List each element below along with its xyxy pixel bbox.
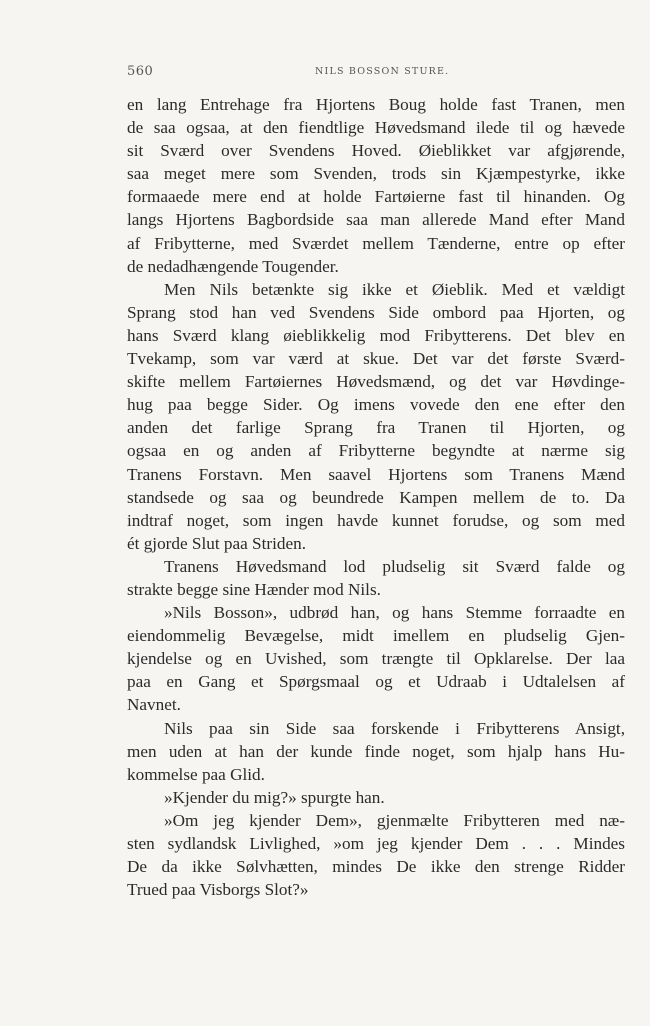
text-line: men uden at han der kunde finde noget, som hjalp hans Hu-: [127, 741, 625, 761]
text-line: De da ikke Sølvhætten, mindes De ikke den strenge Ridder: [127, 857, 625, 877]
text-line: »Kjender du mig?» spurgte han.: [164, 787, 385, 807]
text-line: ét gjorde Slut paa Striden.: [127, 533, 307, 553]
text-line: langs Hjortens Bagbordside saa man allerede Mand efter Mand: [127, 210, 625, 230]
text-line: »Om jeg kjender Dem», gjenmælte Fribytteren med næ-: [164, 810, 625, 830]
page-number: 560: [127, 64, 154, 79]
text-line: de saa ogsaa, at den fiendtlige Høvedsmand ilede til og hævede: [127, 118, 625, 138]
text-line: Tvekamp, som var værd at skue. Det var det første Sværd-: [127, 349, 625, 369]
text-line: hug paa begge Sider. Og imens vovede den ene efter den: [127, 395, 625, 415]
text-line: indtraf noget, som ingen havde kunnet forudse, og som med: [127, 510, 625, 530]
text-line: strakte begge sine Hænder mod Nils.: [127, 579, 381, 599]
body-text: [127, 93, 625, 901]
text-line: sten sydlandsk Livlighed, »om jeg kjender Dem . . . Mindes: [127, 834, 625, 853]
text-line: de nedadhængende Tougender.: [127, 256, 339, 276]
running-head: NILS BOSSON STURE.: [315, 66, 450, 77]
text-line: ogsaa en og anden af Fribytterne begyndte at nærme sig: [127, 441, 625, 461]
text-line: Navnet.: [127, 695, 181, 715]
text-line: Tranens Forstavn. Men saavel Hjortens som Tranens Mænd: [127, 464, 625, 484]
text-line: hans Sværd klang øieblikkelig mod Fribytterens. Det blev en: [127, 325, 625, 345]
text-line: af Fribytterne, med Sværdet mellem Tænderne, entre op efter: [127, 233, 625, 253]
text-line: skifte mellem Fartøiernes Høvedsmænd, og det var Høvdinge-: [127, 372, 625, 392]
text-line: sit Sværd over Svendens Hoved. Øieblikket var afgjørende,: [127, 141, 625, 161]
text-line: standsede og saa og beundrede Kampen mellem de to. Da: [127, 487, 625, 507]
text-line: Men Nils betænkte sig ikke et Øieblik. Med et vældigt: [164, 279, 625, 299]
text-line: kjendelse og en Uvished, som trængte til Opklarelse. Der laa: [127, 649, 625, 669]
text-line: »Nils Bosson», udbrød han, og hans Stemme forraadte en: [164, 603, 625, 623]
text-line: paa en Gang et Spørgsmaal og et Udraab i Udtalelsen af: [127, 672, 625, 692]
text-line: anden det farlige Sprang fra Tranen til Hjorten, og: [127, 418, 625, 438]
text-line: en lang Entrehage fra Hjortens Boug holde fast Tranen, men: [127, 95, 625, 114]
page-header: [127, 64, 627, 84]
text-line: Trued paa Visborgs Slot?»: [127, 880, 309, 900]
text-line: Tranens Høvedsmand lod pludselig sit Sværd falde og: [164, 556, 625, 576]
text-line: saa meget mere som Svenden, trods sin Kjæmpestyrke, ikke: [127, 164, 625, 184]
text-line: Nils paa sin Side saa forskende i Fribytterens Ansigt,: [164, 718, 625, 738]
text-line: formaaede mere end at holde Fartøierne fast til hinanden. Og: [127, 187, 625, 207]
text-line: Sprang stod han ved Svendens Side ombord paa Hjorten, og: [127, 302, 625, 322]
text-line: eiendommelig Bevægelse, midt imellem en pludselig Gjen-: [127, 626, 625, 646]
text-line: kommelse paa Glid.: [127, 764, 265, 784]
